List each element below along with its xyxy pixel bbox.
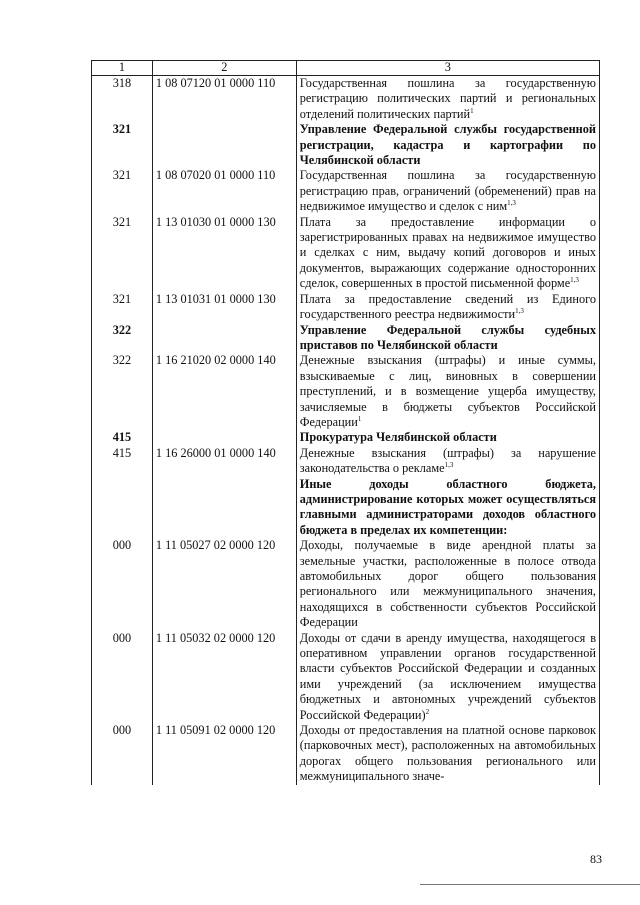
revenue-description-cell xyxy=(296,477,599,539)
administrator-code: 321 xyxy=(92,215,153,292)
revenue-description: Плата за предоставление информации о зарегистрированных правах на недвижимое имущество и сделках с ним, выдачу копий договоров и иных документов, выражающих содержание односторонних сделок, совершенных в простой письменной форме xyxy=(299,214,596,291)
table-row xyxy=(92,353,600,430)
footnote-marker: 1,3 xyxy=(570,276,579,285)
table-row xyxy=(92,292,600,323)
table-body xyxy=(92,76,600,785)
revenue-code: 1 16 26000 01 0000 140 xyxy=(152,446,296,477)
revenue-code: 1 13 01031 01 0000 130 xyxy=(152,292,296,323)
revenue-code xyxy=(152,122,296,168)
revenue-administrators-table xyxy=(91,60,600,785)
table-section-row xyxy=(92,122,600,168)
administrator-code: 321 xyxy=(92,292,153,323)
column-header-1: 1 xyxy=(92,61,153,76)
revenue-description: Денежные взыскания (штрафы) и иные суммы, взыскиваемые с лиц, виновных в совершении преступлений, и в возмещение ущерба имуществу, зачисляемые в бюджеты субъектов Российской Федерации xyxy=(299,353,596,429)
administrator-code xyxy=(92,477,153,539)
administrator-code: 321 xyxy=(92,122,153,168)
table-header-row xyxy=(92,61,600,76)
revenue-code: 1 11 05027 02 0000 120 xyxy=(152,538,296,630)
revenue-description-cell xyxy=(296,76,599,123)
revenue-code xyxy=(152,477,296,539)
page-number: 83 xyxy=(590,852,602,866)
revenue-code: 1 11 05091 02 0000 120 xyxy=(152,723,296,785)
revenue-description-cell xyxy=(296,353,599,430)
table-row xyxy=(92,215,600,292)
table-section-row xyxy=(92,323,600,354)
column-header-3: 3 xyxy=(296,61,599,76)
administrator-code: 322 xyxy=(92,323,153,354)
table-row xyxy=(92,723,600,785)
table-section-row xyxy=(92,477,600,539)
revenue-description: Иные доходы областного бюджета, администрирование которых может осуществляться главными администраторами доходов областного бюджета в пределах их компетенции: xyxy=(299,476,596,537)
administrator-code: 000 xyxy=(92,538,153,630)
revenue-code: 1 13 01030 01 0000 130 xyxy=(152,215,296,292)
revenue-code: 1 11 05032 02 0000 120 xyxy=(152,631,296,723)
footnote-marker: 1,3 xyxy=(515,307,524,315)
column-header-2: 2 xyxy=(152,61,296,76)
footnote-marker: 2 xyxy=(425,707,430,716)
table-row xyxy=(92,168,600,214)
revenue-description-cell xyxy=(296,122,599,168)
revenue-description: Доходы от предоставления на платной основе парковок (парковочных мест), расположенных на автомобильных дорогах общего пользования регионального или межмуниципального значе- xyxy=(299,723,596,784)
footnote-marker: 1,3 xyxy=(444,461,454,470)
revenue-description: Плата за предоставление сведений из Единого государственного реестра недвижимости xyxy=(299,291,596,322)
revenue-description-cell xyxy=(296,446,599,477)
revenue-description: Доходы от сдачи в аренду имущества, находящегося в оперативном управлении органов государственной власти субъектов Российской Федерации и созданных ими учреждений (за исключением имущества бюджетных и автономных учреждений субъектов Российской Федерации) xyxy=(299,630,596,722)
table-row xyxy=(92,538,600,630)
revenue-description-cell xyxy=(296,723,599,785)
footnote-marker: 1 xyxy=(470,106,474,115)
revenue-description: Денежные взыскания (штрафы) за нарушение законодательства о рекламе xyxy=(299,445,596,476)
administrator-code: 415 xyxy=(92,430,153,445)
revenue-code xyxy=(152,430,296,445)
revenue-description: Доходы, получаемые в виде арендной платы за земельные участки, расположенные в полосе отвода автомобильных дорог общего пользования регионального или межмуниципального значения, находящихся в собственности субъектов Российской Федерации xyxy=(299,538,596,630)
table-section-row xyxy=(92,430,600,445)
footnote-marker: 1 xyxy=(357,414,362,423)
table-row xyxy=(92,631,600,723)
revenue-description-cell xyxy=(296,538,599,630)
revenue-code xyxy=(152,323,296,354)
administrator-code: 322 xyxy=(92,353,153,430)
administrator-code: 000 xyxy=(92,631,153,723)
revenue-description-cell xyxy=(296,292,599,323)
revenue-code: 1 16 21020 02 0000 140 xyxy=(152,353,296,430)
revenue-description-cell xyxy=(296,631,599,723)
administrator-code: 415 xyxy=(92,446,153,477)
table-row xyxy=(92,76,600,123)
revenue-description: Управление Федеральной службы государственной регистрации, кадастра и картографии по Челябинской области xyxy=(299,122,596,168)
revenue-description: Прокуратура Челябинской области xyxy=(299,430,497,445)
revenue-description-cell xyxy=(296,323,599,354)
revenue-description: Государственная пошлина за государственную регистрацию прав, ограничений (обременений) прав на недвижимое имущество и сделок с ним xyxy=(299,168,596,214)
revenue-code: 1 08 07020 01 0000 110 xyxy=(152,168,296,214)
administrator-code: 000 xyxy=(92,723,153,785)
revenue-description-cell xyxy=(296,430,599,445)
administrator-code: 318 xyxy=(92,76,153,123)
footnote-marker: 1,3 xyxy=(507,199,516,208)
revenue-description: Государственная пошлина за государственную регистрацию политических партий и региональных отделений политических партий xyxy=(299,76,596,121)
revenue-code: 1 08 07120 01 0000 110 xyxy=(152,76,296,123)
footer-rule xyxy=(420,884,640,885)
revenue-description-cell xyxy=(296,215,599,292)
revenue-description-cell xyxy=(296,168,599,214)
revenue-description: Управление Федеральной службы судебных приставов по Челябинской области xyxy=(299,322,596,352)
table-row xyxy=(92,446,600,477)
administrator-code: 321 xyxy=(92,168,153,214)
